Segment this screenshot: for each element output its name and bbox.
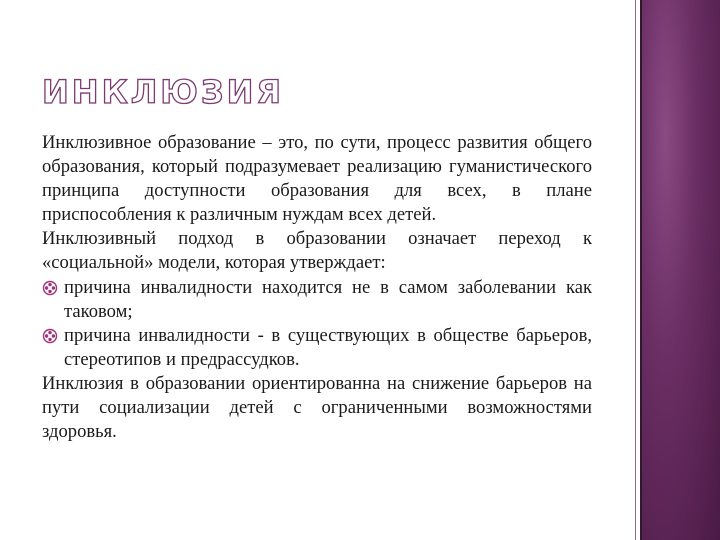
- flower-bullet-icon: [42, 280, 58, 296]
- flower-bullet-icon: [42, 328, 58, 344]
- bullet-item-2: [42, 324, 592, 372]
- bullet-item-1: [42, 276, 592, 324]
- bullet-text: причина инвалидности - в существующих в обществе барьеров, стереотипов и предрассудков.: [64, 324, 592, 370]
- slide-title: ИНКЛЮЗИЯ: [42, 73, 285, 111]
- bullet-text: причина инвалидности находится не в самом заболевании как таковом;: [64, 276, 592, 322]
- paragraph-conclusion: Инклюзия в образовании ориентированна на снижение барьеров на пути социализации детей с ограниченными возможностями здоровья.: [42, 372, 592, 443]
- paragraph-approach: Инклюзивный подход в образовании означает переход к «социальной» модели, которая утверждает:: [42, 228, 592, 274]
- paragraph-definition: Инклюзивное образование – это, по сути, процесс развития общего образования, который подразумевает реализацию гуманистического принципа доступности образования для всех, в плане приспособления к различным нуждам всех детей.: [42, 132, 592, 226]
- slide-body: [42, 131, 592, 444]
- side-decor-panel: [642, 0, 720, 540]
- side-divider-thin: [635, 0, 636, 540]
